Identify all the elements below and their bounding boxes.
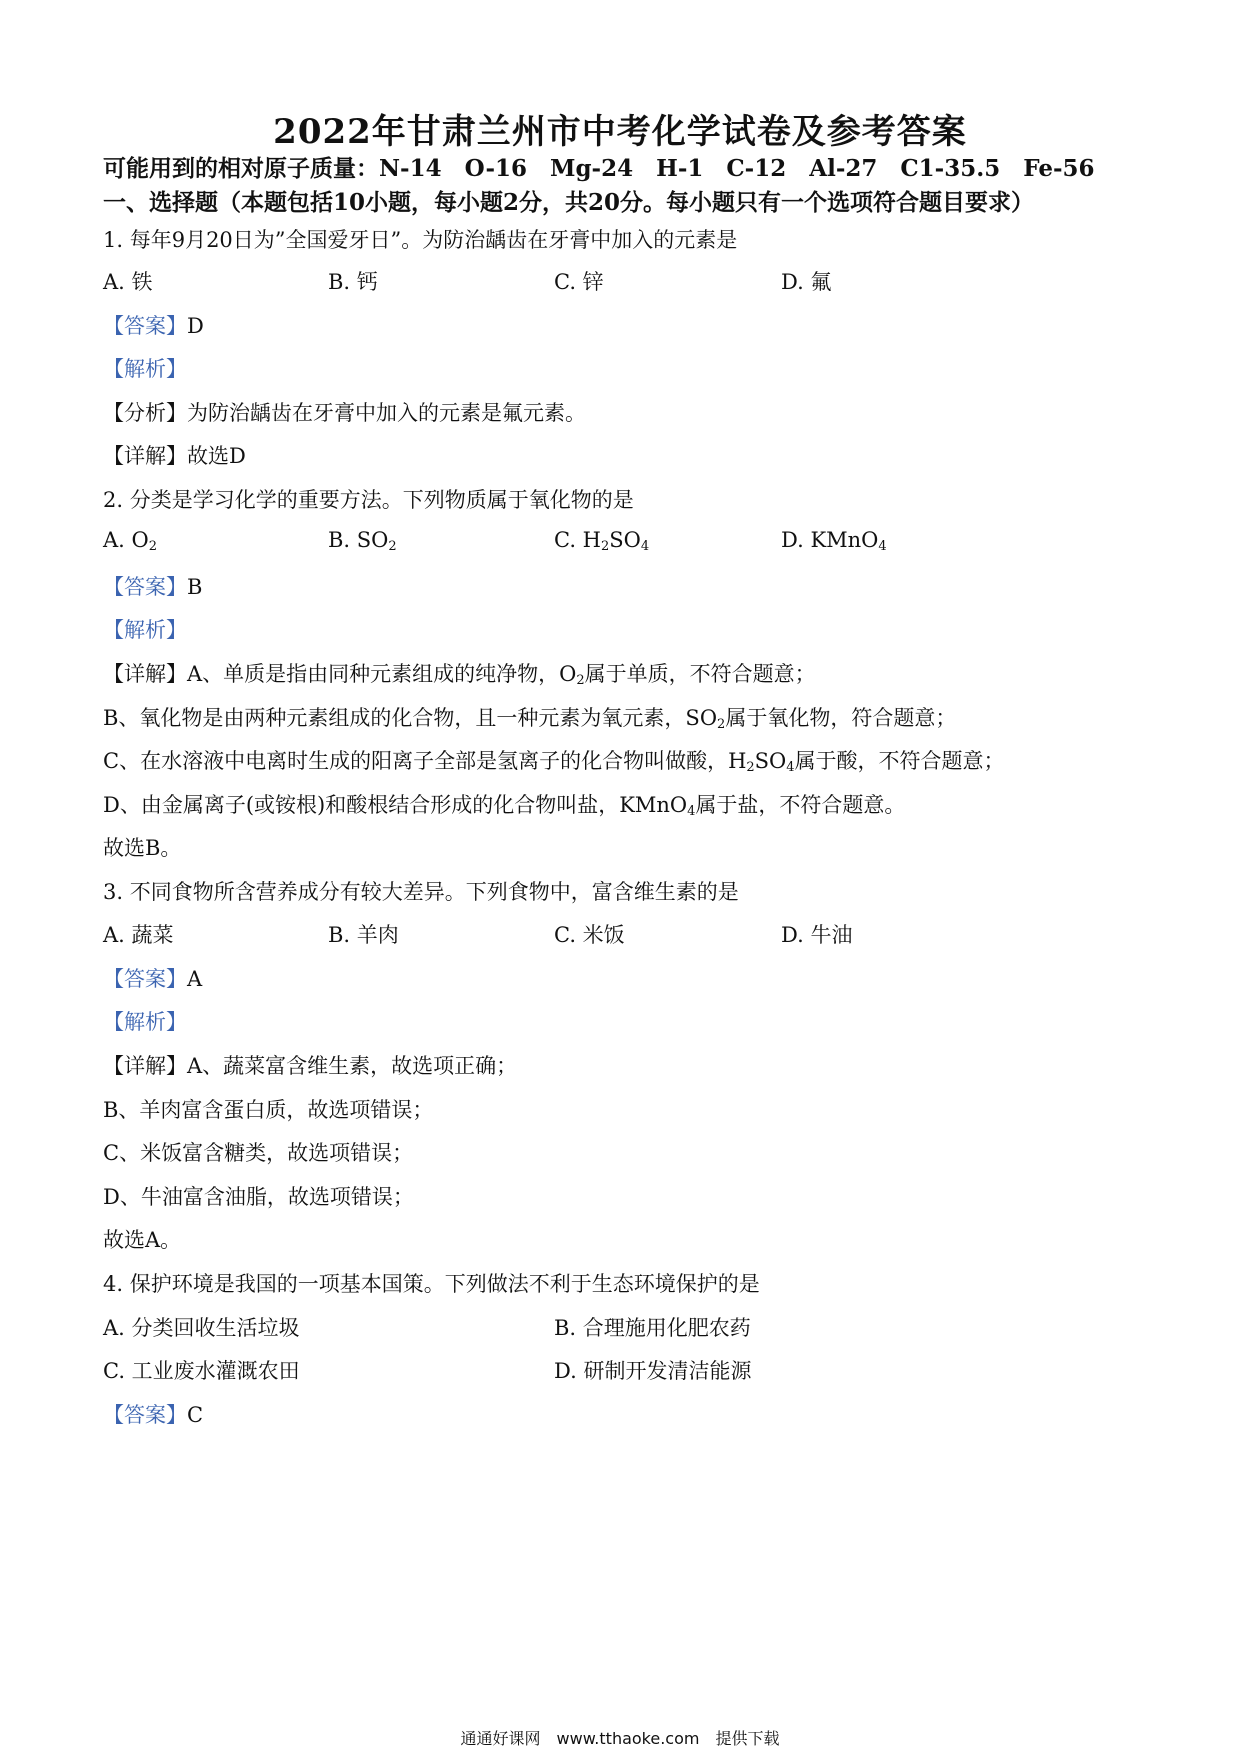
question-4-option-d: D. 研制开发清洁能源 <box>554 1359 752 1383</box>
page-footer: 通通好课网 www.tthaoke.com 提供下载 <box>460 1729 780 1748</box>
fenxi-label: 【分析】 <box>103 401 187 425</box>
question-1-answer <box>103 310 204 340</box>
answer-value: A <box>187 967 203 991</box>
question-4-option-a: A. 分类回收生活垃圾 <box>103 1316 300 1340</box>
answer-label: 【答案】 <box>103 575 187 599</box>
question-3-detail-b: B、羊肉富含蛋白质，故选项错误； <box>103 1098 434 1122</box>
question-1-stem: 1. 每年9月20日为”全国爱牙日”。为防治龋齿在牙膏中加入的元素是 <box>103 228 738 252</box>
question-1-detail <box>103 440 246 470</box>
detail-label: 【详解】 <box>103 662 187 686</box>
answer-value: D <box>187 314 204 338</box>
question-3-option-a: A. 蔬菜 <box>103 923 174 947</box>
answer-value: B <box>187 575 203 599</box>
answer-label: 【答案】 <box>103 1403 187 1427</box>
question-4-option-b: B. 合理施用化肥农药 <box>554 1316 751 1340</box>
question-1-option-b: B. 钙 <box>328 270 378 294</box>
question-1-analysis-label: 【解析】 <box>103 357 187 381</box>
question-2-analysis-label: 【解析】 <box>103 618 187 642</box>
question-3-option-d: D. 牛油 <box>781 923 853 947</box>
answer-value: C <box>187 1403 204 1427</box>
question-3-conclusion: 故选A。 <box>103 1228 182 1252</box>
question-2-option-b: B. $SO_2$ <box>328 528 397 554</box>
question-2-option-c: C. $H_2SO_4$ <box>554 528 650 554</box>
question-3-detail-d: D、牛油富含油脂，故选项错误； <box>103 1185 414 1209</box>
question-2-stem: 2. 分类是学习化学的重要方法。下列物质属于氧化物的是 <box>103 488 634 512</box>
question-3-detail-c: C、米饭富含糖类，故选项错误； <box>103 1141 414 1165</box>
question-2-detail-a: 【详解】A、单质是指由同种元素组成的纯净物，$O_2$属于单质，不符合题意； <box>103 662 816 688</box>
page-title: 2022年甘肃兰州市中考化学试卷及参考答案 <box>273 112 967 152</box>
question-2-answer <box>103 571 202 601</box>
question-4-answer <box>103 1399 203 1429</box>
fenxi-text: 为防治龋齿在牙膏中加入的元素是氟元素。 <box>187 401 586 425</box>
question-3-detail-a: 【详解】A、蔬菜富含维生素，故选项正确； <box>103 1054 518 1078</box>
question-4-option-c: C. 工业废水灌溉农田 <box>103 1359 300 1383</box>
answer-label: 【答案】 <box>103 967 187 991</box>
question-2-option-a: A. $O_2$ <box>103 528 158 554</box>
question-2-detail-b: B、氧化物是由两种元素组成的化合物，且一种元素为氧元素，$SO_2$属于氧化物，符合题意； <box>103 706 957 732</box>
atomic-mass-line: 可能用到的相对原子质量：N-14 O-16 Mg-24 H-1 C-12 Al-27 C1-35.5 Fe-56 <box>103 155 1095 182</box>
question-3-answer <box>103 963 202 993</box>
question-2-detail-c: C、在水溶液中电离时生成的阳离子全部是氢离子的化合物叫做酸，$H_2SO_4$属于酸，不符合题意； <box>103 749 1005 775</box>
question-3-option-c: C. 米饭 <box>554 923 625 947</box>
question-4-stem: 4. 保护环境是我国的一项基本国策。下列做法不利于生态环境保护的是 <box>103 1272 760 1296</box>
question-1-option-d: D. 氟 <box>781 270 832 294</box>
question-1-option-a: A. 铁 <box>103 270 153 294</box>
detail-text: 故选D <box>187 444 246 468</box>
question-3-analysis-label: 【解析】 <box>103 1010 187 1034</box>
answer-label: 【答案】 <box>103 314 187 338</box>
question-2-detail-d: D、由金属离子(或铵根)和酸根结合形成的化合物叫盐，KMnO$_4$属于盐，不符合题意。 <box>103 793 906 819</box>
question-3-option-b: B. 羊肉 <box>328 923 399 947</box>
question-1-fenxi <box>103 397 586 427</box>
detail-label: 【详解】 <box>103 444 187 468</box>
section-heading: 一、选择题（本题包括10小题，每小题2分，共20分。每小题只有一个选项符合题目要求） <box>103 189 1035 216</box>
question-1-option-c: C. 锌 <box>554 270 604 294</box>
detail-label: 【详解】 <box>103 1054 187 1078</box>
question-2-conclusion: 故选B。 <box>103 836 182 860</box>
question-3-stem: 3. 不同食物所含营养成分有较大差异。下列食物中，富含维生素的是 <box>103 880 739 904</box>
question-2-option-d: D. KMnO$_4$ <box>781 528 887 554</box>
